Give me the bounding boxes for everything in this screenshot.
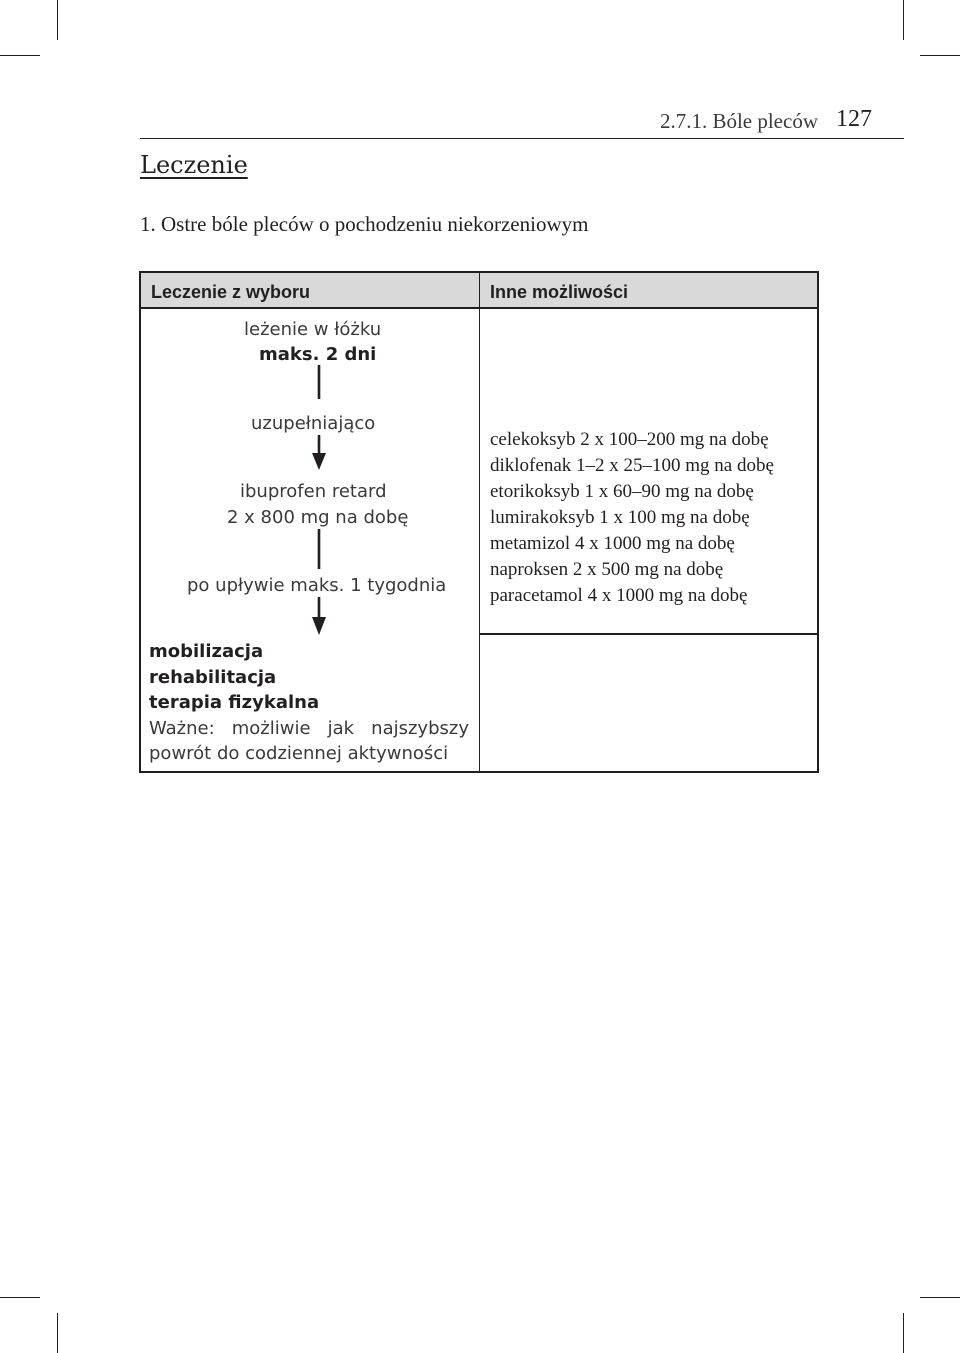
header-first-choice: [139, 271, 480, 309]
running-head: [140, 108, 904, 139]
subheading: 1. Ostre bóle pleców o pochodzeniu niekorzeniowym: [140, 212, 589, 236]
final-steps: [149, 639, 469, 767]
flow-step2-line2: 2 x 800 mg na dobę: [227, 507, 409, 528]
arrow-down-icon: [311, 365, 327, 399]
running-head-section: 2.7.1. Bóle pleców: [659, 109, 818, 133]
final-step-item: terapia fizykalna: [149, 692, 320, 713]
important-note: Ważne: możliwie jak najszybszy powrót do codziennej aktywności: [149, 717, 469, 764]
crop-mark: [57, 0, 58, 40]
final-step-item: rehabilitacja: [149, 666, 277, 688]
crop-mark: [903, 0, 904, 40]
other-options-cell: [480, 309, 819, 635]
crop-mark: [57, 1313, 58, 1353]
section-heading: Leczenie: [140, 151, 248, 179]
flow-step1-line1: leżenie w łóżku: [244, 319, 382, 340]
arrow-down-icon: [311, 597, 327, 637]
crop-mark: [0, 1297, 40, 1298]
arrow-down-icon: [311, 529, 327, 569]
crop-mark: [0, 55, 40, 56]
alternatives-list: [490, 427, 774, 609]
flow-step1-line2: maks. 2 dni: [259, 344, 377, 365]
list-item: celekoksyb 2 x 100–200 mg na dobę: [490, 429, 769, 450]
list-item: metamizol 4 x 1000 mg na dobę: [490, 533, 735, 554]
page-number: 127: [836, 106, 872, 132]
crop-mark: [903, 1313, 904, 1353]
flow-connector-1: uzupełniająco: [251, 413, 376, 434]
list-item: paracetamol 4 x 1000 mg na dobę: [490, 585, 748, 606]
empty-cell: [480, 635, 819, 773]
list-item: etorikoksyb 1 x 60–90 mg na dobę: [490, 481, 754, 502]
flow-connector-2: po upływie maks. 1 tygodnia: [187, 575, 447, 596]
crop-mark: [920, 1297, 960, 1298]
treatment-table: [139, 271, 819, 773]
final-step-item: mobilizacja: [149, 641, 264, 662]
header-other-options-label: Inne możliwości: [490, 282, 629, 302]
flow-step2-line1: ibuprofen retard: [240, 481, 387, 502]
list-item: lumirakoksyb 1 x 100 mg na dobę: [490, 507, 750, 528]
list-item: diklofenak 1–2 x 25–100 mg na dobę: [490, 455, 774, 476]
header-first-choice-label: Leczenie z wyboru: [151, 282, 311, 302]
crop-mark: [920, 55, 960, 56]
list-item: naproksen 2 x 500 mg na dobę: [490, 559, 724, 580]
arrow-down-icon: [311, 435, 327, 471]
header-other-options: [480, 271, 819, 309]
